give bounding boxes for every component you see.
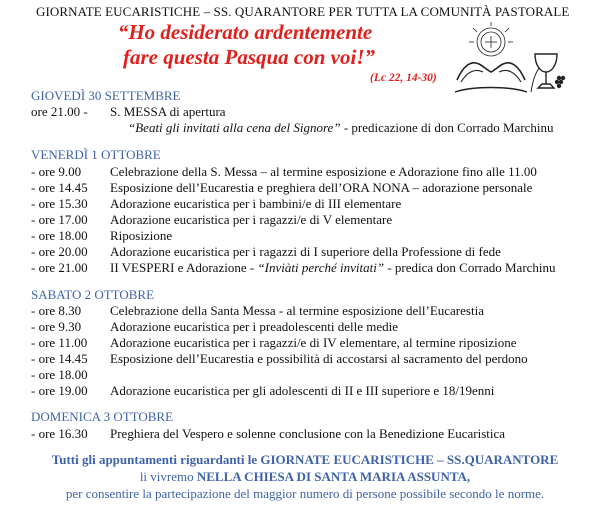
schedule-time: - ore 21.00 bbox=[31, 260, 88, 275]
schedule-time: - ore 18.00 bbox=[31, 367, 88, 382]
schedule-time: - ore 19.00 bbox=[31, 383, 88, 398]
schedule-time: ore 21.00 - bbox=[31, 104, 88, 119]
schedule-description: Riposizione bbox=[110, 228, 173, 243]
schedule-description: Adorazione eucaristica per gli adolescenti di II e III superiore e 18/19enni bbox=[110, 383, 495, 398]
footer-line-2 bbox=[0, 469, 610, 485]
schedule-time: - ore 15.30 bbox=[31, 196, 88, 211]
schedule-description: Preghiera del Vespero e solenne conclusione con la Benedizione Eucaristica bbox=[110, 426, 506, 441]
quote-reference: (Lc 22, 14-30) bbox=[370, 72, 437, 84]
day-heading-saturday: SABATO 2 OTTOBRE bbox=[31, 287, 155, 302]
schedule-time: - ore 18.00 bbox=[31, 228, 88, 243]
quote-line-2: fare questa Pasqua con voi!” bbox=[123, 45, 375, 69]
footer-line-3: per consentire la partecipazione del maggior numero di persone possibile secondo le norme. bbox=[65, 486, 545, 501]
schedule-description: S. MESSA di apertura bbox=[110, 104, 226, 119]
footer-line-2-pre: li vivremo bbox=[139, 469, 197, 484]
schedule-description: Adorazione eucaristica per i ragazzi di I superiore della Professione di fede bbox=[110, 244, 501, 259]
day-heading-friday: VENERDÌ 1 OTTOBRE bbox=[31, 147, 161, 162]
schedule-subline bbox=[128, 120, 554, 136]
schedule-description: Adorazione eucaristica per i ragazzi/e di V elementare bbox=[110, 212, 393, 227]
page-header: GIORNATE EUCARISTICHE – SS. QUARANTORE PER TUTTA LA COMUNITÀ PASTORALE bbox=[36, 4, 570, 19]
footer-line-1: Tutti gli appuntamenti riguardanti le GIORNATE EUCARISTICHE – SS.QUARANTORE bbox=[51, 452, 559, 467]
schedule-description: Celebrazione della S. Messa – al termine esposizione e Adorazione fino alle 11.00 bbox=[110, 164, 537, 179]
schedule-description: Adorazione eucaristica per i preadolescenti delle medie bbox=[110, 319, 399, 334]
desc-rest: - predica don Corrado Marchinu bbox=[384, 260, 556, 275]
schedule-description: Adorazione eucaristica per i bambini/e di III elementare bbox=[110, 196, 402, 211]
desc-part: II VESPERI e Adorazione - bbox=[110, 260, 258, 275]
schedule-description: Celebrazione della Santa Messa - al termine esposizione dell’Eucarestia bbox=[110, 303, 484, 318]
sub-italic: “Beati gli invitati alla cena del Signore” bbox=[128, 120, 341, 135]
schedule-time: - ore 14.45 bbox=[31, 180, 88, 195]
day-heading-thursday: GIOVEDÌ 30 SETTEMBRE bbox=[31, 88, 181, 103]
schedule-time: - ore 8.30 bbox=[31, 303, 82, 318]
eucharist-hands-icon bbox=[453, 20, 571, 98]
schedule-time: - ore 20.00 bbox=[31, 244, 88, 259]
quote-line-1: “Ho desiderato ardentemente bbox=[117, 20, 373, 44]
schedule-description: Adorazione eucaristica per i ragazzi/e di IV elementare, al termine riposizione bbox=[110, 335, 517, 350]
schedule-time: - ore 9.30 bbox=[31, 319, 82, 334]
schedule-description bbox=[110, 260, 556, 276]
schedule-description: Esposizione dell’Eucarestia e preghiera dell’ORA NONA – adorazione personale bbox=[110, 180, 533, 195]
day-heading-sunday: DOMENICA 3 OTTOBRE bbox=[31, 409, 174, 424]
schedule-description: Esposizione dell’Eucarestia e possibilità di accostarsi al sacramento del perdono bbox=[110, 351, 528, 366]
schedule-time: - ore 16.30 bbox=[31, 426, 88, 441]
schedule-time: - ore 11.00 bbox=[31, 335, 88, 350]
sub-rest: - predicazione di don Corrado Marchinu bbox=[340, 120, 554, 135]
desc-italic: “Inviàti perché invitati” bbox=[257, 260, 385, 275]
schedule-time: - ore 14.45 bbox=[31, 351, 88, 366]
schedule-time: - ore 9.00 bbox=[31, 164, 82, 179]
footer-line-2-bold: NELLA CHIESA DI SANTA MARIA ASSUNTA, bbox=[196, 469, 471, 484]
schedule-time: - ore 17.00 bbox=[31, 212, 88, 227]
